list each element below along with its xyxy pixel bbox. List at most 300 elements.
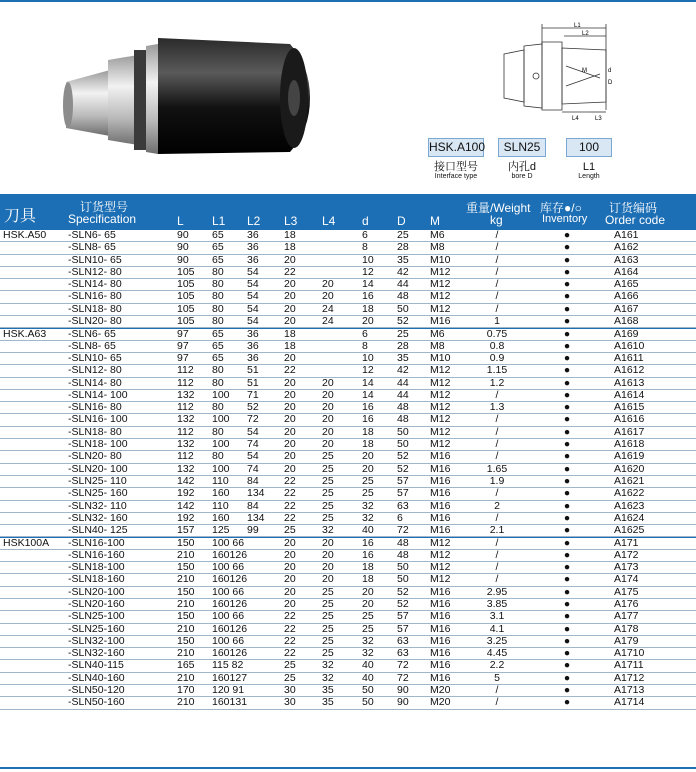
cell-spec: -SLN6- 65 xyxy=(68,229,116,241)
cell-D: 35 xyxy=(397,253,409,266)
cell-inv: ● xyxy=(563,241,571,254)
cell-spec: -SLN16- 80 xyxy=(68,290,122,303)
cell-d: 20 xyxy=(362,462,374,475)
cell-L4: 20 xyxy=(322,573,334,586)
cell-code: A169 xyxy=(614,328,639,341)
cell-M: M16 xyxy=(430,511,451,524)
cell-spec: -SLN8- 65 xyxy=(68,339,116,352)
cell-L2: 54 xyxy=(247,302,259,315)
cell-L1: 80 xyxy=(212,425,224,438)
cell-w: / xyxy=(495,511,499,524)
cell-w: / xyxy=(495,487,499,500)
cell-d: 16 xyxy=(362,290,374,303)
cell-w: / xyxy=(495,683,499,696)
cell-spec: -SLN12- 80 xyxy=(68,364,122,377)
header-code-cn: 订货编码 xyxy=(609,201,658,215)
cell-w: / xyxy=(495,450,499,463)
cell-L: 150 xyxy=(177,537,195,550)
cell-M: M16 xyxy=(430,450,451,463)
cell-L2: 54 xyxy=(247,290,259,303)
cell-M: M10 xyxy=(430,351,451,364)
cell-L4: 25 xyxy=(322,462,334,475)
cell-w: 4.1 xyxy=(489,622,505,635)
cell-M: M16 xyxy=(430,622,451,635)
cell-L: 210 xyxy=(177,671,195,684)
cell-L1: 100 66 xyxy=(212,561,245,574)
cell-L4: 20 xyxy=(322,401,334,414)
cell-L: 192 xyxy=(177,511,195,524)
cell-L2: 54 xyxy=(247,315,259,328)
cell-L: 90 xyxy=(177,253,189,266)
header-L: L xyxy=(177,214,184,228)
cell-D: 48 xyxy=(397,537,409,550)
cell-code: A163 xyxy=(614,253,639,266)
cell-inv: ● xyxy=(563,671,571,684)
legend-interface-type xyxy=(428,138,484,181)
cell-spec: -SLN16-160 xyxy=(68,548,125,561)
cell-w: 0.9 xyxy=(489,351,505,364)
cell-L3: 22 xyxy=(284,622,296,635)
cell-code: A1623 xyxy=(614,499,645,512)
table-row xyxy=(0,242,696,254)
cell-L1: 80 xyxy=(212,278,224,291)
cell-L: 165 xyxy=(177,659,195,672)
cell-M: M12 xyxy=(430,290,451,303)
cell-L1: 160126 xyxy=(212,622,248,635)
cell-inv: ● xyxy=(563,585,571,598)
cell-d: 16 xyxy=(362,537,374,550)
table-row xyxy=(0,451,696,463)
cell-L: 132 xyxy=(177,462,195,475)
drawing-label-M: M xyxy=(582,68,587,74)
cell-L2: 52 xyxy=(247,401,259,414)
cell-L3: 18 xyxy=(284,241,296,254)
cell-d: 10 xyxy=(362,253,374,266)
drawing-label-L3: L3 xyxy=(595,116,602,122)
cell-L4: 25 xyxy=(322,474,334,487)
cell-L1: 80 xyxy=(212,376,224,389)
cell-inv: ● xyxy=(563,622,571,635)
cell-inv: ● xyxy=(563,302,571,315)
cell-spec: -SLN50-160 xyxy=(68,696,125,709)
cell-M: M12 xyxy=(430,573,451,586)
cell-inv: ● xyxy=(563,376,571,389)
cell-L3: 20 xyxy=(284,413,296,426)
cell-M: M16 xyxy=(430,671,451,684)
cell-d: 40 xyxy=(362,671,374,684)
cell-inv: ● xyxy=(563,253,571,266)
cell-D: 44 xyxy=(397,376,409,389)
cell-code: A1712 xyxy=(614,671,645,684)
cell-code: A1615 xyxy=(614,401,645,414)
cell-M: M16 xyxy=(430,585,451,598)
cell-code: A1624 xyxy=(614,511,645,524)
cell-spec: -SLN6- 65 xyxy=(68,328,116,341)
cell-inv: ● xyxy=(563,659,571,672)
legend-cn: 接口型号 xyxy=(434,161,478,173)
cell-code: A168 xyxy=(614,315,639,328)
cell-L1: 100 xyxy=(212,438,230,451)
cell-M: M12 xyxy=(430,265,451,278)
cell-L1: 160131 xyxy=(212,696,248,709)
cell-L1: 110 xyxy=(212,474,229,487)
table-row xyxy=(0,291,696,303)
cell-d: 20 xyxy=(362,450,374,463)
cell-L3: 22 xyxy=(284,265,296,278)
cell-L4: 25 xyxy=(322,622,334,635)
cell-D: 6 xyxy=(397,511,403,524)
cell-spec: -SLN20-100 xyxy=(68,585,125,598)
cell-spec: -SLN40- 125 xyxy=(68,524,128,537)
header-spec-cn: 订货型号 xyxy=(80,200,129,214)
cell-L4: 20 xyxy=(322,537,334,550)
cell-w: / xyxy=(495,253,499,266)
cell-L3: 30 xyxy=(284,696,296,709)
cell-spec: -SLN18- 80 xyxy=(68,302,122,315)
cell-L1: 65 xyxy=(212,229,224,241)
cell-spec: -SLN40-160 xyxy=(68,671,125,684)
cell-code: A1617 xyxy=(614,425,645,438)
cell-L: 105 xyxy=(177,265,195,278)
cell-D: 57 xyxy=(397,487,409,500)
cell-L: 192 xyxy=(177,487,195,500)
cell-spec: -SLN25- 110 xyxy=(68,474,127,487)
drawing-label-L2: L2 xyxy=(582,31,589,37)
cell-d: 50 xyxy=(362,683,374,696)
cell-L: 105 xyxy=(177,302,195,315)
cell-M: M16 xyxy=(430,659,451,672)
cell-M: M16 xyxy=(430,647,451,660)
cell-w: / xyxy=(495,278,499,291)
cell-d: 18 xyxy=(362,438,374,451)
cell-w: 3.85 xyxy=(486,597,508,610)
cell-d: 32 xyxy=(362,499,374,512)
cell-L: 112 xyxy=(177,425,194,438)
cell-L: 112 xyxy=(177,376,194,389)
cell-inv: ● xyxy=(563,278,571,291)
cell-L4: 20 xyxy=(322,561,334,574)
cell-L1: 80 xyxy=(212,265,224,278)
cell-w: / xyxy=(495,425,499,438)
cell-M: M16 xyxy=(430,597,451,610)
cell-M: M12 xyxy=(430,401,451,414)
cell-D: 48 xyxy=(397,413,409,426)
cell-L3: 20 xyxy=(284,302,296,315)
cell-L: 210 xyxy=(177,622,195,635)
cell-L1: 160 xyxy=(212,487,230,500)
cell-D: 57 xyxy=(397,610,409,623)
cell-D: 48 xyxy=(397,548,409,561)
cell-inv: ● xyxy=(563,597,571,610)
table-header xyxy=(0,194,696,230)
cell-d: 25 xyxy=(362,474,374,487)
cell-d: 20 xyxy=(362,315,374,328)
cell-w: / xyxy=(495,388,499,401)
cell-L4: 20 xyxy=(322,425,334,438)
cell-w: 1 xyxy=(494,315,500,328)
cell-inv: ● xyxy=(563,290,571,303)
cell-spec: -SLN25- 160 xyxy=(68,487,128,500)
cell-L3: 22 xyxy=(284,647,296,660)
header-weight-unit: kg xyxy=(490,213,503,227)
drawing-label-d: d xyxy=(608,68,612,74)
cell-w: 1.15 xyxy=(486,364,508,377)
cell-L1: 100 66 xyxy=(212,610,245,623)
cell-L1: 100 xyxy=(212,388,230,401)
cell-L2: 36 xyxy=(247,253,259,266)
cell-inv: ● xyxy=(563,364,571,377)
cell-L: 142 xyxy=(177,474,195,487)
cell-d: 6 xyxy=(362,229,368,241)
cell-d: 25 xyxy=(362,622,374,635)
cell-L1: 160 xyxy=(212,511,230,524)
cell-code: A1710 xyxy=(614,647,645,660)
cell-L2: 36 xyxy=(247,328,259,341)
cell-d: 6 xyxy=(362,328,368,341)
group-label: HSK.A50 xyxy=(3,229,47,241)
cell-D: 48 xyxy=(397,401,409,414)
cell-d: 18 xyxy=(362,425,374,438)
cell-L1: 80 xyxy=(212,315,224,328)
cell-spec: -SLN14- 80 xyxy=(68,376,122,389)
cell-L1: 65 xyxy=(212,241,224,254)
cell-code: A164 xyxy=(614,265,639,278)
cell-code: A172 xyxy=(614,548,639,561)
cell-spec: -SLN20- 100 xyxy=(68,462,128,475)
cell-L4: 25 xyxy=(322,610,334,623)
cell-L1: 160126 xyxy=(212,597,248,610)
dimension-drawing xyxy=(502,20,616,122)
legend-box: HSK.A100 xyxy=(428,138,484,157)
cell-L1: 160126 xyxy=(212,573,248,586)
cell-spec: -SLN18- 100 xyxy=(68,438,128,451)
cell-D: 50 xyxy=(397,573,409,586)
table-row xyxy=(0,501,696,513)
cell-L: 132 xyxy=(177,413,195,426)
cell-w: / xyxy=(495,696,499,709)
cell-d: 16 xyxy=(362,401,374,414)
cell-D: 72 xyxy=(397,659,409,672)
cell-M: M10 xyxy=(430,253,451,266)
cell-spec: -SLN16-100 xyxy=(68,537,125,550)
header-L2: L2 xyxy=(247,214,261,228)
cell-L1: 160127 xyxy=(212,671,248,684)
cell-d: 18 xyxy=(362,573,374,586)
cell-L3: 22 xyxy=(284,610,296,623)
cell-L3: 22 xyxy=(284,364,296,377)
cell-L4: 20 xyxy=(322,278,334,291)
cell-L2: 74 xyxy=(247,462,259,475)
cell-w: / xyxy=(495,537,499,550)
cell-L: 97 xyxy=(177,328,189,341)
cell-L3: 25 xyxy=(284,524,296,537)
cell-L: 210 xyxy=(177,647,195,660)
cell-M: M12 xyxy=(430,413,451,426)
cell-code: A162 xyxy=(614,241,639,254)
header-M: M xyxy=(430,214,440,228)
cell-M: M8 xyxy=(430,339,445,352)
cell-inv: ● xyxy=(563,487,571,500)
legend-en: bore D xyxy=(511,173,533,180)
cell-d: 12 xyxy=(362,364,374,377)
cell-L4: 25 xyxy=(322,511,334,524)
cell-w: 3.1 xyxy=(489,610,505,623)
cell-D: 52 xyxy=(397,585,409,598)
cell-d: 10 xyxy=(362,351,374,364)
cell-inv: ● xyxy=(563,351,571,364)
cell-code: A176 xyxy=(614,597,639,610)
drawing-label-L1: L1 xyxy=(574,23,581,29)
cell-inv: ● xyxy=(563,647,571,660)
cell-L3: 22 xyxy=(284,511,296,524)
cell-L4: 25 xyxy=(322,487,334,500)
table-row xyxy=(0,378,696,390)
cell-d: 8 xyxy=(362,339,368,352)
legend-cn: L1 xyxy=(582,161,596,173)
cell-L2: 54 xyxy=(247,425,259,438)
group-label: HSK.A63 xyxy=(3,328,47,341)
cell-code: A1618 xyxy=(614,438,645,451)
cell-L: 150 xyxy=(177,561,195,574)
cell-L: 132 xyxy=(177,438,195,451)
cell-inv: ● xyxy=(563,474,571,487)
cell-inv: ● xyxy=(563,561,571,574)
table-row xyxy=(0,574,696,586)
header-D: D xyxy=(397,214,406,228)
cell-code: A1625 xyxy=(614,524,645,537)
cell-L: 142 xyxy=(177,499,195,512)
cell-code: A175 xyxy=(614,585,639,598)
cell-D: 52 xyxy=(397,315,409,328)
cell-inv: ● xyxy=(563,328,571,341)
table-row xyxy=(0,316,696,328)
cell-L: 105 xyxy=(177,315,195,328)
legend-bore xyxy=(498,138,546,181)
cell-M: M12 xyxy=(430,388,451,401)
cell-L1: 65 xyxy=(212,351,224,364)
cell-L1: 115 82 xyxy=(212,659,244,672)
cell-L4: 25 xyxy=(322,585,334,598)
cell-code: A161 xyxy=(614,229,639,241)
cell-w: / xyxy=(495,548,499,561)
cell-D: 25 xyxy=(397,229,409,241)
cell-L4: 20 xyxy=(322,548,334,561)
cell-L1: 160126 xyxy=(212,548,248,561)
cell-spec: -SLN32-160 xyxy=(68,647,125,660)
cell-L1: 80 xyxy=(212,364,224,377)
cell-spec: -SLN16- 80 xyxy=(68,401,122,414)
cell-D: 63 xyxy=(397,499,409,512)
cell-L4: 20 xyxy=(322,290,334,303)
cell-L3: 20 xyxy=(284,585,296,598)
cell-L1: 65 xyxy=(212,253,224,266)
cell-spec: -SLN25-100 xyxy=(68,610,125,623)
cell-L3: 20 xyxy=(284,462,296,475)
cell-M: M16 xyxy=(430,610,451,623)
cell-L2: 72 xyxy=(247,413,259,426)
cell-L1: 100 xyxy=(212,462,230,475)
cell-L: 105 xyxy=(177,278,195,291)
table-row xyxy=(0,365,696,377)
cell-w: / xyxy=(495,561,499,574)
cell-L2: 54 xyxy=(247,278,259,291)
cell-L2: 36 xyxy=(247,229,259,241)
cell-L1: 100 66 xyxy=(212,585,245,598)
cell-code: A1711 xyxy=(614,659,644,672)
cell-D: 52 xyxy=(397,450,409,463)
cell-L4: 25 xyxy=(322,450,334,463)
top-rule xyxy=(0,0,696,2)
cell-L4: 32 xyxy=(322,524,334,537)
cell-M: M12 xyxy=(430,376,451,389)
cell-L: 105 xyxy=(177,290,195,303)
cell-L2: 84 xyxy=(247,474,259,487)
cell-L: 210 xyxy=(177,573,195,586)
cell-code: A1619 xyxy=(614,450,645,463)
cell-D: 35 xyxy=(397,351,409,364)
cell-w: / xyxy=(495,241,499,254)
table-row xyxy=(0,414,696,426)
cell-D: 50 xyxy=(397,302,409,315)
cell-code: A1622 xyxy=(614,487,645,500)
cell-L: 210 xyxy=(177,696,195,709)
table-row xyxy=(0,525,696,537)
cell-d: 32 xyxy=(362,511,374,524)
cell-D: 63 xyxy=(397,634,409,647)
cell-code: A165 xyxy=(614,278,639,291)
cell-L3: 22 xyxy=(284,499,296,512)
cell-L1: 65 xyxy=(212,328,224,341)
cell-L2: 51 xyxy=(247,364,259,377)
cell-inv: ● xyxy=(563,511,571,524)
cell-M: M6 xyxy=(430,328,445,341)
cell-inv: ● xyxy=(563,573,571,586)
table-row xyxy=(0,624,696,636)
cell-spec: -SLN18-100 xyxy=(68,561,125,574)
cell-w: / xyxy=(495,229,499,241)
cell-D: 48 xyxy=(397,290,409,303)
cell-d: 25 xyxy=(362,487,374,500)
legend-box: 100 xyxy=(566,138,612,157)
cell-L4: 25 xyxy=(322,634,334,647)
cell-code: A1610 xyxy=(614,339,645,352)
group-label: HSK100A xyxy=(3,537,50,550)
cell-L4: 20 xyxy=(322,388,334,401)
cell-inv: ● xyxy=(563,401,571,414)
cell-inv: ● xyxy=(563,229,571,241)
cell-L4: 24 xyxy=(322,302,334,315)
cell-M: M16 xyxy=(430,474,451,487)
cell-d: 12 xyxy=(362,265,374,278)
cell-d: 14 xyxy=(362,278,374,291)
cell-D: 25 xyxy=(397,328,409,341)
cell-L3: 22 xyxy=(284,487,296,500)
table-row xyxy=(0,697,696,709)
header-inventory-cn: 库存●/○ xyxy=(540,201,582,215)
header-inventory-en: Inventory xyxy=(542,213,588,225)
cell-code: A173 xyxy=(614,561,639,574)
table-body xyxy=(0,230,696,710)
cell-L2: 134 xyxy=(247,487,265,500)
cell-L: 90 xyxy=(177,241,189,254)
cell-M: M12 xyxy=(430,537,451,550)
cell-d: 50 xyxy=(362,696,374,709)
cell-w: 2.95 xyxy=(486,585,508,598)
cell-spec: -SLN14- 80 xyxy=(68,278,122,291)
cell-D: 50 xyxy=(397,561,409,574)
cell-L1: 125 xyxy=(212,524,230,537)
cell-L: 112 xyxy=(177,401,194,414)
